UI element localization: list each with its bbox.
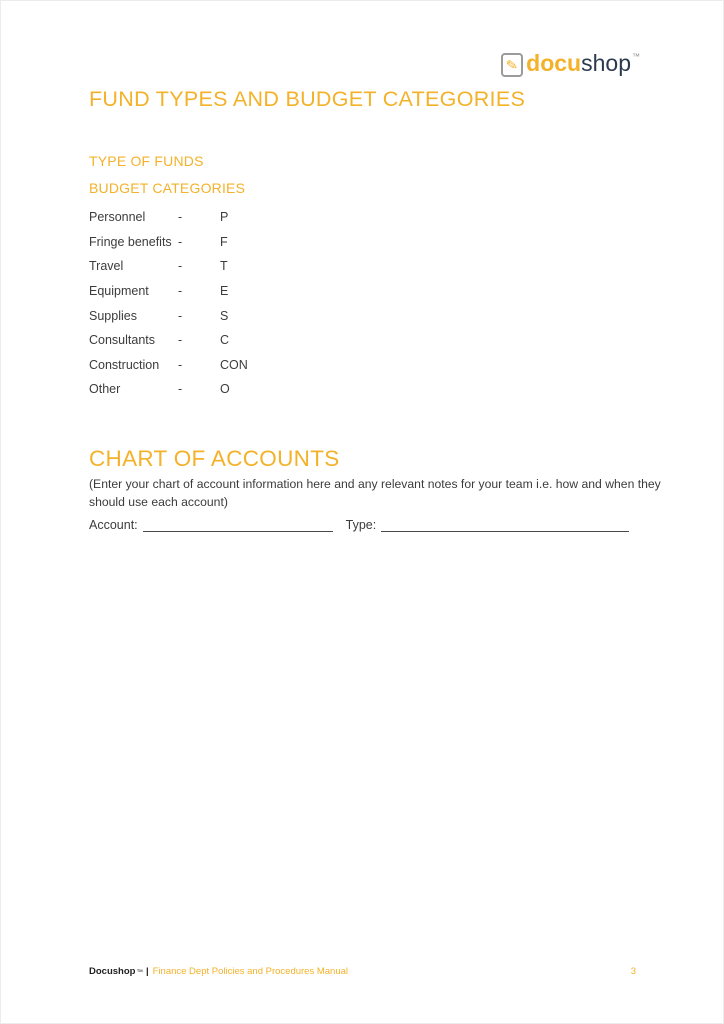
budget-dash: - [178, 284, 183, 299]
logo-text-shop: shop [581, 50, 631, 76]
budget-row [89, 254, 248, 279]
budget-label: Consultants [89, 333, 156, 348]
account-type-form-row [89, 515, 629, 532]
heading-chart-of-accounts: CHART OF ACCOUNTS [89, 446, 340, 471]
budget-label: Other [89, 382, 121, 397]
budget-dash: - [178, 382, 183, 397]
budget-row [89, 279, 248, 304]
footer-brand: Docushop [89, 966, 136, 977]
budget-code: CON [220, 357, 248, 372]
footer-left [89, 966, 348, 979]
heading-budget-categories: BUDGET CATEGORIES [89, 180, 246, 196]
docushop-logo [501, 52, 640, 77]
page-footer [89, 966, 636, 979]
budget-code: F [220, 234, 228, 249]
page-title: FUND TYPES AND BUDGET CATEGORIES [89, 87, 526, 111]
footer-separator: | [145, 966, 149, 977]
budget-label: Travel [89, 259, 124, 274]
account-blank-line [143, 517, 333, 532]
budget-code: O [220, 382, 230, 397]
footer-document-title: Finance Dept Policies and Procedures Manual [152, 966, 349, 977]
budget-dash: - [178, 308, 183, 323]
budget-row [89, 353, 248, 378]
type-label: Type: [345, 518, 377, 532]
budget-label: Equipment [89, 284, 149, 299]
budget-label: Fringe benefits [89, 234, 172, 249]
account-label: Account: [89, 518, 138, 532]
footer-trademark: ™ [136, 969, 143, 976]
budget-row [89, 205, 248, 230]
budget-row [89, 303, 248, 328]
budget-label: Construction [89, 357, 160, 372]
budget-dash: - [178, 357, 183, 372]
budget-row [89, 230, 248, 255]
budget-categories-list [89, 205, 248, 402]
budget-code: T [220, 259, 228, 274]
budget-row [89, 377, 248, 402]
logo-trademark: ™ [632, 52, 640, 61]
chart-of-accounts-note: (Enter your chart of account information here and any relevant notes for your team i.e. how and when they should use each account) [89, 477, 661, 509]
type-blank-line [381, 517, 629, 532]
logo-text-docu: docu [526, 50, 582, 76]
budget-dash: - [178, 333, 183, 348]
budget-label: Supplies [89, 308, 137, 323]
budget-label: Personnel [89, 210, 146, 225]
budget-dash: - [178, 210, 183, 225]
pencil-glyph: ✎ [505, 56, 520, 74]
budget-code: E [220, 284, 229, 299]
budget-row [89, 328, 248, 353]
heading-type-of-funds: TYPE OF FUNDS [89, 153, 204, 169]
budget-dash: - [178, 259, 183, 274]
budget-code: P [220, 210, 229, 225]
budget-code: C [220, 333, 230, 348]
budget-dash: - [178, 234, 183, 249]
budget-code: S [220, 308, 229, 323]
page-number: 3 [630, 966, 636, 977]
pencil-icon [501, 53, 523, 77]
